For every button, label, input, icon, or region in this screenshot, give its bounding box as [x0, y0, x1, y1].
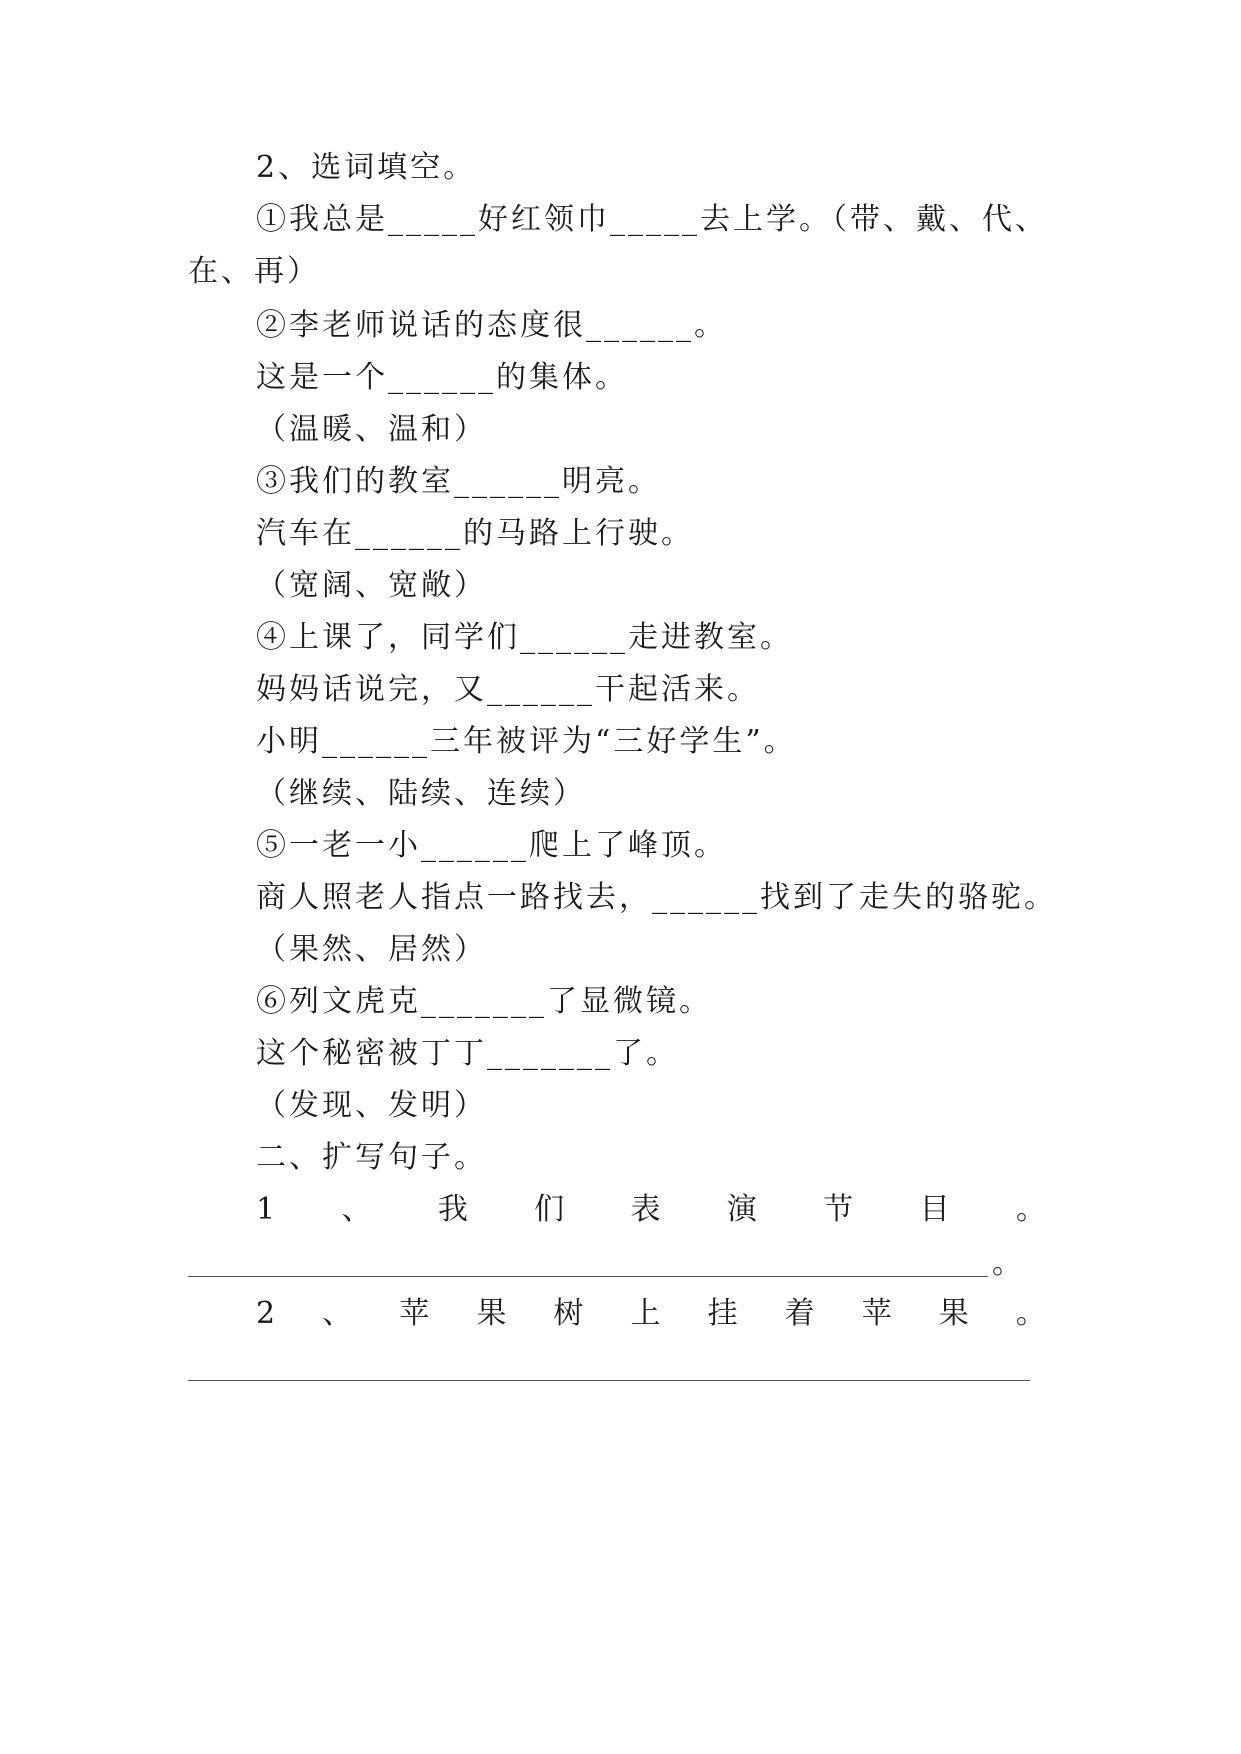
expand-item-1-char: 我: [437, 1192, 468, 1227]
question-6-options: （发现、发明）: [256, 1088, 487, 1123]
expand-item-1-char: 表: [630, 1192, 661, 1227]
question-5-options: （果然、居然）: [256, 932, 487, 967]
question-4-sentence-1: ④上课了，同学们______走进教室。: [256, 620, 793, 655]
expand-item-1-char: 、: [341, 1192, 372, 1227]
section-title-fill-in-words: 2、选词填空。: [256, 150, 477, 185]
expand-item-2-char: 着: [784, 1296, 815, 1331]
question-6-sentence-2: 这个秘密被丁丁_______了。: [256, 1036, 679, 1071]
expand-item-1-answer-line[interactable]: [188, 1276, 988, 1277]
expand-item-2-char: 苹: [861, 1296, 892, 1331]
question-2-options: （温暖、温和）: [256, 412, 487, 447]
question-6-sentence-1: ⑥列文虎克_______了显微镜。: [256, 984, 712, 1019]
expand-item-1-char: 演: [726, 1192, 757, 1227]
question-4-options: （继续、陆续、连续）: [256, 776, 586, 811]
part-2-title-expand-sentences: 二、扩写句子。: [256, 1140, 487, 1175]
expand-item-2-char: 2: [256, 1296, 276, 1331]
expand-item-2-char: 树: [553, 1296, 584, 1331]
expand-item-2-char: 果: [476, 1296, 507, 1331]
expand-item-2-char: 上: [630, 1296, 661, 1331]
expand-item-1-char: 节: [823, 1192, 854, 1227]
expand-item-1-answer-end: 。: [992, 1246, 1022, 1281]
expand-item-1-char: 目: [919, 1192, 950, 1227]
expand-item-2: [256, 1294, 1046, 1334]
question-3-options: （宽阔、宽敞）: [256, 568, 487, 603]
expand-item-2-char: 挂: [707, 1296, 738, 1331]
expand-item-1: [256, 1190, 1046, 1230]
expand-item-1-char: 。: [1015, 1192, 1046, 1227]
question-4-sentence-3: 小明______三年被评为“三好学生”。: [256, 724, 797, 759]
question-3-sentence-2: 汽车在______的马路上行驶。: [256, 516, 694, 551]
question-3-sentence-1: ③我们的教室______明亮。: [256, 464, 661, 499]
expand-item-2-char: 。: [1015, 1296, 1046, 1331]
expand-item-2-char: 苹: [399, 1296, 430, 1331]
expand-item-2-char: 果: [938, 1296, 969, 1331]
expand-item-2-answer-line[interactable]: [188, 1380, 1030, 1381]
expand-item-2-char: 、: [322, 1296, 353, 1331]
question-1-line-1: ①我总是_____好红领巾_____去上学。（带、戴、代、: [256, 202, 1048, 237]
question-4-sentence-2: 妈妈话说完，又______干起活来。: [256, 672, 760, 707]
question-2-sentence-1: ②李老师说话的态度很______。: [256, 308, 727, 343]
question-5-sentence-1: ⑤一老一小______爬上了峰顶。: [256, 828, 727, 863]
expand-item-1-char: 们: [534, 1192, 565, 1227]
question-1-line-2: 在、再）: [188, 254, 320, 289]
expand-item-1-char: 1: [256, 1192, 276, 1227]
question-2-sentence-2: 这是一个______的集体。: [256, 360, 628, 395]
question-5-sentence-2: 商人照老人指点一路找去，______找到了走失的骆驼。: [256, 880, 1057, 915]
